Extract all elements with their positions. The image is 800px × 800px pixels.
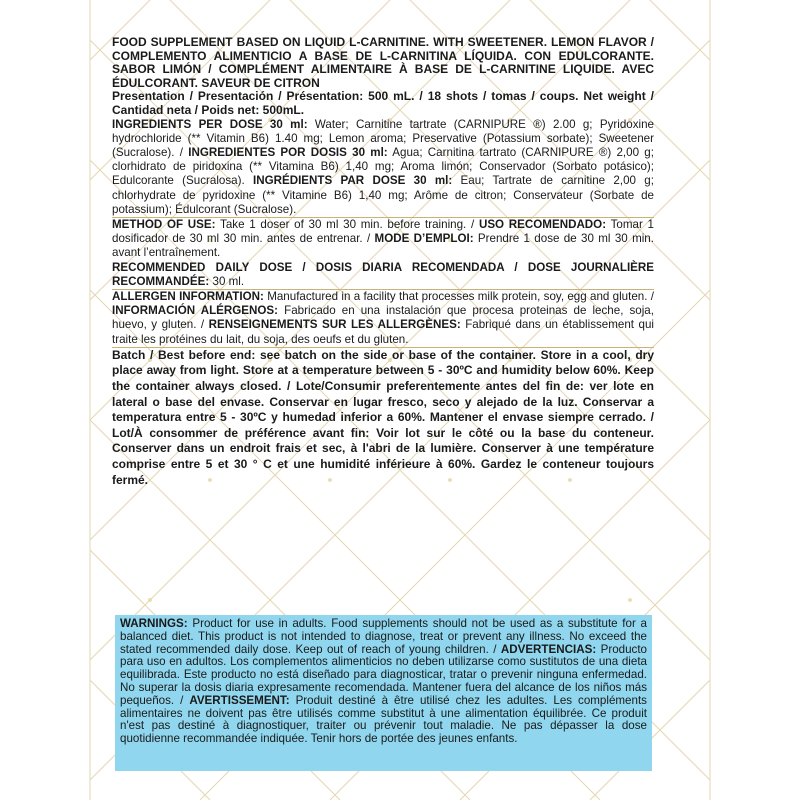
warnings-es-label: ADVERTENCIAS: (500, 642, 597, 656)
warnings-fr-label: AVERTISSEMENT: (189, 693, 290, 707)
method-fr-label: MODE D’EMPLOI: (374, 232, 474, 246)
method-es-label: USO RECOMENDADO: (478, 217, 607, 231)
warnings-es-text: Producto para uso en adultos. Los complementos alimenticios no deben utilizarse como sustitutos de una dieta equilibrada. Este producto no está diseñado para diagnosticar, tratar o prevenir ninguna enfermedad. No superar la dosis diaria expresamente recomendada. Mantener fuera del alcance de los niños más pequeños. / (120, 642, 647, 707)
ingredients-es-text: Agua; Carnitina tartrato (CARNIPURE ®) 2,00 g; clorhidrato de piridoxina (** Vitamina B6) 1,40 mg; Aroma limón; Conservador (Sorbato potásico); Edulcorante (Sucralosa). (112, 145, 654, 188)
ingredients-en-text: Water; Carnitine tartrate (CARNIPURE ®) 2.00 g; Pyridoxine hydrochloride (** Vitamin B6) 1.40 mg; Lemon aroma; Preservative (Potassium sorbate); Sweetener (Sucralose). / (112, 117, 654, 159)
allergen-fr-label: RENSEIGNEMENTS SUR LES ALLERGÈNES: (208, 318, 461, 332)
ingredients-paragraph (112, 118, 654, 217)
warnings-fr-text: Produit destiné à être utilisé chez les adultes. Les compléments alimentaires ne doivent pas être utilisés comme substitut à une alimentation équilibrée. Ce produit n'est pas destiné à diagnostiquer, traiter ou prévenir tout maladie. Ne pas dépasser la dose quotidienne recommandée indiquée. Tenir hors de portée des jeunes enfants. (120, 693, 647, 746)
warnings-paragraph (120, 618, 647, 746)
ingredients-fr-label: INGRÉDIENTS PAR DOSE 30 ml: (253, 174, 453, 188)
warnings-en-text: Product for use in adults. Food supplements should not be used as a substitute for a balanced diet. This product is not intended to diagnose, treat or prevent any illness. No exceed the stated recommended daily dose. Keep out of reach of young children. / (120, 617, 647, 656)
batch-storage-text: Batch / Best before end: see batch on the side or base of the container. Store in a cool, dry place away from light. Store at a temperature between 5 - 30ºC and humidity below 60%. Keep the container always closed. / Lote/Consumir preferentemente antes del fin de: ver lote en lateral o base del envase. Conservar en lugar fresco, seco y alejado de la luz. Conservar a temperatura entre 5 - 30ºC y humedad inferior a 60%. Mantener el envase siempre cerrado. / Lot/À consommer de préférence avant fin: Voir lot sur le côté ou la base du conteneur. Conserver dans un endroit frais et sec, à l'abri de la lumière. Conserver à une température comprise entre 5 et 30 ° C et une humidité inférieure à 60%. Gardez le conteneur toujours fermé. (112, 347, 654, 487)
ingredients-es-label: INGREDIENTES POR DOSIS 30 ml: (188, 145, 388, 159)
daily-dose-paragraph (112, 261, 654, 289)
allergen-es-label: INFORMACIÓN ALÉRGENOS: (112, 304, 279, 318)
allergen-es-text: Fabricado en una instalación que procesa proteinas de leche, soja, huevo, y gluten. / (112, 304, 654, 332)
method-es-text: Tomar 1 dosificador de 30 ml 30 min. antes de entrenar. / (112, 217, 654, 246)
method-paragraph (112, 218, 654, 261)
product-title: FOOD SUPPLEMENT BASED ON LIQUID L-CARNITINE. WITH SWEETENER. LEMON FLAVOR / COMPLEMENTO ALIMENTICIO A BASE DE L-CARNITINA LÍQUIDA. CON EDULCORANTE. SABOR LIMÓN / COMPLÉMENT ALIMENTAIRE À BASE DE L-CARNITINE LIQUIDE. AVEC ÉDULCORANT. SAVEUR DE CITRON (112, 35, 654, 90)
daily-dose-value: 30 ml. (212, 274, 245, 288)
method-en-text: Take 1 doser of 30 ml 30 min. before training. / (220, 217, 475, 231)
warnings-en-label: WARNINGS: (120, 617, 188, 630)
method-fr-text: Prendre 1 dose de 30 ml 30 min. avant l’entraînement. (112, 232, 654, 260)
daily-dose-label: RECOMMENDED DAILY DOSE / DOSIS DIARIA RECOMENDADA / DOSE JOURNALIÈRE RECOMMANDÉE: (112, 260, 654, 288)
allergen-en-text: Manufactured in a facility that processes milk protein, soy, egg and gluten. / (267, 290, 654, 303)
ingredients-en-label: INGREDIENTS PER DOSE 30 ml: (112, 117, 308, 131)
presentation-text: Presentation / Presentación / Présentation: 500 mL. / 18 shots / tomas / coups. Net weight / Cantidad neta / Poids net: 500mL. (112, 89, 654, 117)
method-en-label: METHOD OF USE: (112, 217, 216, 231)
allergen-en-label: ALLERGEN INFORMATION: (112, 290, 264, 303)
label-text-area (112, 36, 654, 488)
allergen-fr-text: Fabriqué dans un établissement qui traite les protéines du lait, du soja, des oeufs et du gluten. (112, 318, 654, 346)
allergen-paragraph (112, 290, 654, 347)
ingredients-fr-text: Eau; Tartrate de carnitine 2,00 g; chlorhydrate de pyridoxine (** Vitamine B6) 1,40 mg; Arôme de citron; Conservateur (Sorbate de potassium); Édulcorant (Sucralose). (112, 174, 654, 216)
warnings-box (115, 615, 652, 771)
